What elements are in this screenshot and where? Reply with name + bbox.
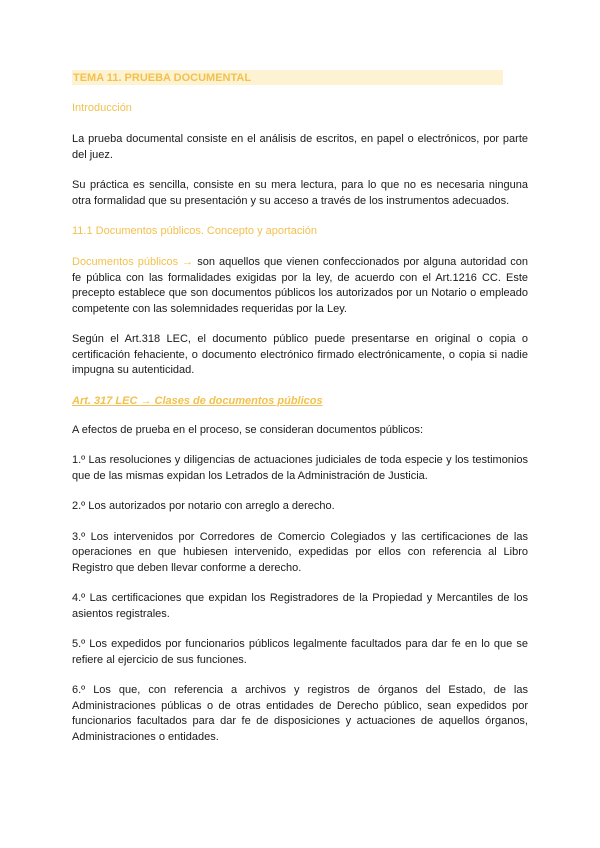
list-item-1: 1.º Las resoluciones y diligencias de actuaciones judiciales de toda especie y los testimonios que de las mismas expidan los Letrados de la Administración de Justicia.: [72, 454, 528, 482]
list-item-4: 4.º Las certificaciones que expidan los Registradores de la Propiedad y Mercantiles de los asientos registrales.: [72, 592, 528, 620]
definition-term: Documentos públicos →: [72, 256, 194, 268]
definition-paragraph: [72, 255, 528, 317]
art318-paragraph: Según el Art.318 LEC, el documento público puede presentarse en original o copia o certificación fehaciente, o documento electrónico firmado electrónicamente, o copia si nadie impugna su autenticidad.: [72, 333, 528, 376]
list-item-6: 6.º Los que, con referencia a archivos y registros de órganos del Estado, de las Administraciones públicas o de otras entidades de Derecho público, sean expedidos por funcionarios facultados para dar fe de disposiciones y actuaciones de aquellos órganos, Administraciones o entidades.: [72, 684, 528, 743]
document-title: TEMA 11. PRUEBA DOCUMENTAL: [72, 70, 503, 85]
definition-text: son aquellos que vienen confeccionados por alguna autoridad con fe pública con las formalidades exigidas por la ley, de acuerdo con el Art.1216 CC. Este precepto establece que son documentos públicos los autorizados por un Notario o empleado competente con las solemnidades requeridas por la Ley.: [72, 256, 528, 315]
section-heading: 11.1 Documentos públicos. Concepto y aportación: [72, 225, 317, 237]
intro-paragraph-2: Su práctica es sencilla, consiste en su mera lectura, para lo que no es necesaria ninguna otra formalidad que su presentación y su acceso a través de los instrumentos adecuados.: [72, 179, 528, 207]
intro-paragraph-1: La prueba documental consiste en el análisis de escritos, en papel o electrónicos, por parte del juez.: [72, 133, 528, 161]
list-intro: A efectos de prueba en el proceso, se consideran documentos públicos:: [72, 423, 424, 436]
intro-heading: Introducción: [72, 102, 132, 114]
list-item-2: 2.º Los autorizados por notario con arreglo a derecho.: [72, 500, 335, 512]
list-item-5: 5.º Los expedidos por funcionarios públicos legalmente facultados para dar fe en lo que se refiere al ejercicio de sus funciones.: [72, 638, 528, 666]
list-item-3: 3.º Los intervenidos por Corredores de Comercio Colegiados y las certificaciones de las operaciones en que hubiesen intervenido, expedidas por ellos con referencia al Libro Registro que deben llevar conforme a derecho.: [72, 530, 528, 574]
art317-heading: Art. 317 LEC → Clases de documentos públicos: [72, 394, 323, 407]
